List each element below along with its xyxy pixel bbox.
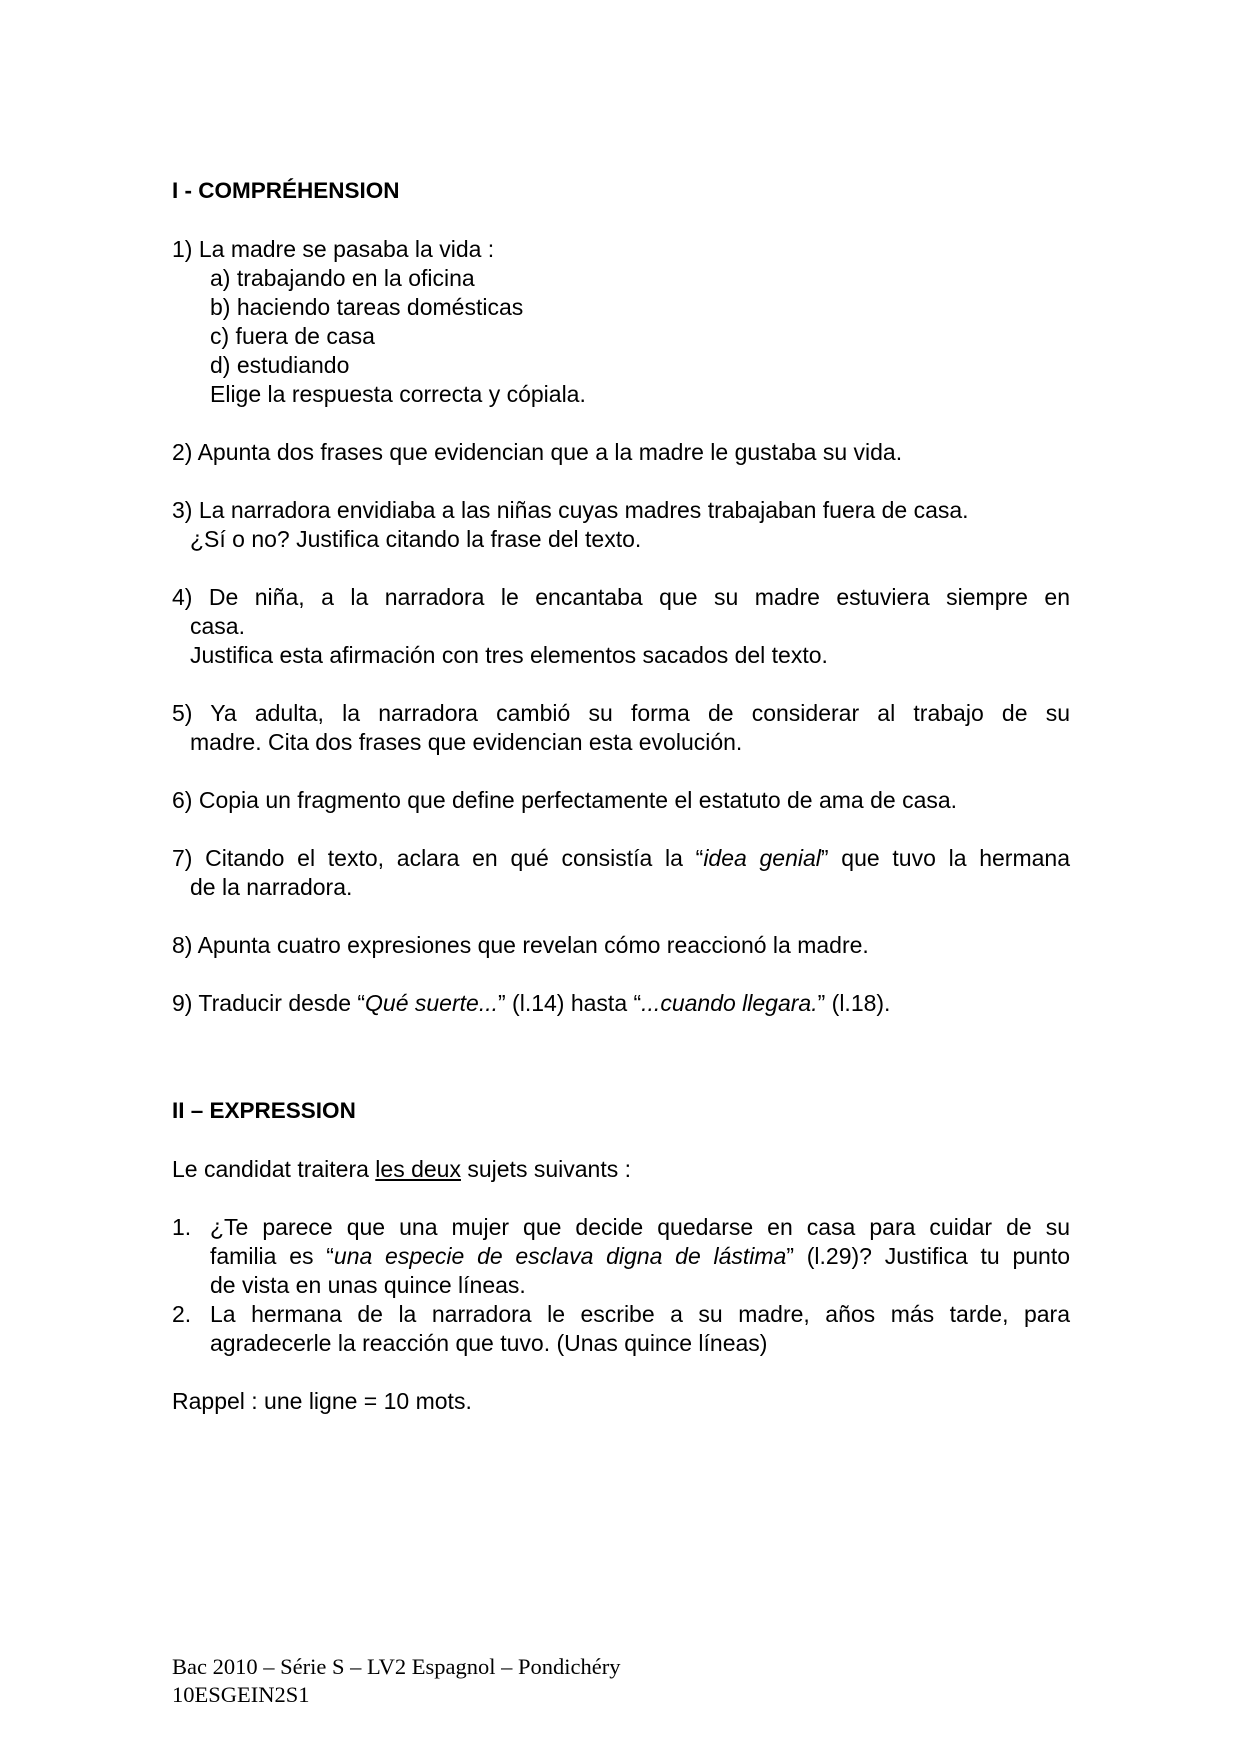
question-1-option-d: d) estudiando xyxy=(210,352,350,378)
reminder: Rappel : une ligne = 10 mots. xyxy=(172,1388,472,1414)
question-4-line-3: Justifica esta afirmación con tres elementos sacados del texto. xyxy=(190,642,828,668)
intro-underlined: les deux xyxy=(375,1156,461,1182)
footer-line-2: 10ESGEIN2S1 xyxy=(172,1682,310,1707)
subject-1-pre: familia es “ xyxy=(210,1243,334,1269)
subject-2-number: 2. xyxy=(172,1301,192,1327)
question-6: 6) Copia un fragmento que define perfectamente el estatuto de ama de casa. xyxy=(172,787,958,813)
question-7-line-2: de la narradora. xyxy=(190,874,353,900)
subject-2-line-1: La hermana de la narradora le escribe a su madre, años más tarde, para xyxy=(210,1301,1070,1327)
question-9-quote-end: ...cuando llegara. xyxy=(641,990,818,1016)
subject-1-line-3: de vista en unas quince líneas. xyxy=(210,1272,526,1298)
question-1-option-c: c) fuera de casa xyxy=(210,323,375,349)
subject-1-number: 1. xyxy=(172,1214,192,1240)
question-5-line-1: 5) Ya adulta, la narradora cambió su forma de considerar al trabajo de su xyxy=(172,700,1070,726)
question-9-post: ” (l.18). xyxy=(817,990,891,1016)
question-3-line-1: 3) La narradora envidiaba a las niñas cuyas madres trabajaban fuera de casa. xyxy=(172,497,969,523)
question-2: 2) Apunta dos frases que evidencian que a la madre le gustaba su vida. xyxy=(172,439,903,465)
question-9-mid: ” (l.14) hasta “ xyxy=(498,990,642,1016)
question-9-quote-start: Qué suerte... xyxy=(365,990,498,1016)
question-1-option-a: a) trabajando en la oficina xyxy=(210,265,475,291)
footer-line-1: Bac 2010 – Série S – LV2 Espagnol – Pondichéry xyxy=(172,1654,621,1679)
subject-1-post: ” (l.29)? Justifica tu punto xyxy=(786,1243,1071,1269)
section-1-title: I - COMPRÉHENSION xyxy=(172,178,400,203)
question-1-stem: 1) La madre se pasaba la vida : xyxy=(172,236,495,262)
question-9-pre: 9) Traducir desde “ xyxy=(172,990,366,1016)
question-4-line-2: casa. xyxy=(190,613,245,639)
question-8: 8) Apunta cuatro expresiones que revelan cómo reaccionó la madre. xyxy=(172,932,869,958)
question-4-line-1: 4) De niña, a la narradora le encantaba que su madre estuviera siempre en xyxy=(172,584,1070,610)
intro-pre: Le candidat traitera xyxy=(172,1156,376,1182)
intro-post: sujets suivants : xyxy=(460,1156,631,1182)
question-5-line-2: madre. Cita dos frases que evidencian esta evolución. xyxy=(190,729,743,755)
question-7-line-1 xyxy=(172,844,1070,873)
section-2-title: II – EXPRESSION xyxy=(172,1098,356,1123)
subject-1-line-1: ¿Te parece que una mujer que decide quedarse en casa para cuidar de su xyxy=(210,1214,1070,1240)
question-9 xyxy=(172,989,890,1018)
question-7-quote: idea genial xyxy=(703,845,821,871)
question-3-line-2: ¿Sí o no? Justifica citando la frase del texto. xyxy=(190,526,642,552)
section-2-intro xyxy=(172,1155,631,1184)
subject-1-line-2 xyxy=(210,1242,1070,1271)
question-7-post: ” que tuvo la hermana xyxy=(820,845,1070,871)
subject-2-line-2: agradecerle la reacción que tuvo. (Unas quince líneas) xyxy=(210,1330,768,1356)
subject-1-quote: una especie de esclava digna de lástima xyxy=(333,1243,787,1269)
question-1-instruction: Elige la respuesta correcta y cópiala. xyxy=(210,381,586,407)
question-1-option-b: b) haciendo tareas domésticas xyxy=(210,294,524,320)
question-7-pre: 7) Citando el texto, aclara en qué consistía la “ xyxy=(172,845,704,871)
